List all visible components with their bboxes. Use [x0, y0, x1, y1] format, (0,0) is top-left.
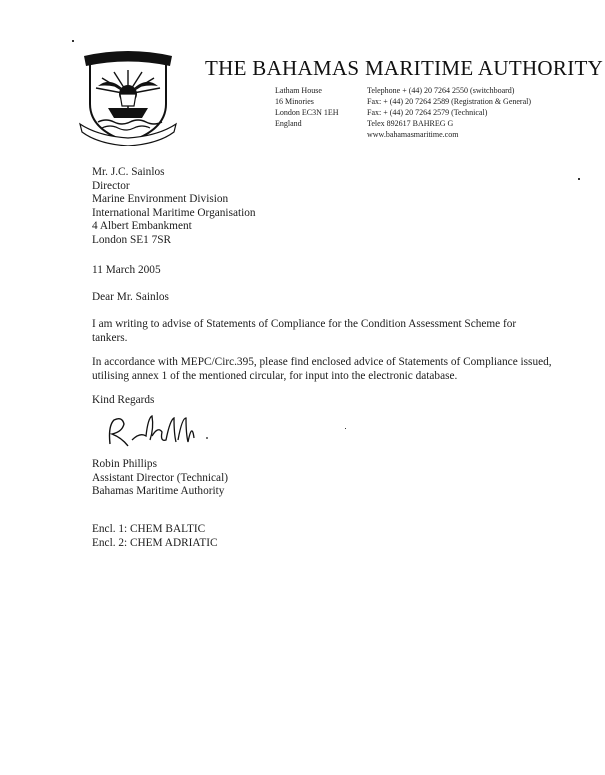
organization-title: THE BAHAMAS MARITIME AUTHORITY	[205, 56, 604, 80]
address-line: 16 Minories	[275, 97, 314, 106]
body-paragraph-2	[92, 356, 552, 383]
signatory-organisation: Bahamas Maritime Authority	[92, 485, 225, 498]
recipient-division: Marine Environment Division	[92, 193, 229, 206]
recipient-street: 4 Albert Embankment	[92, 220, 192, 233]
recipient-organisation: International Maritime Organisation	[92, 206, 256, 219]
fax-technical-line: Fax: + (44) 20 7264 2579 (Technical)	[367, 108, 488, 117]
address-line: Latham House	[275, 86, 322, 95]
scan-speck	[345, 428, 346, 429]
signatory-name: Robin Phillips	[92, 458, 157, 470]
telex-line: Telex 892617 BAHREG G	[367, 119, 454, 128]
enclosure-item: Encl. 1: CHEM BALTIC	[92, 523, 206, 535]
body-paragraph-1	[92, 318, 516, 345]
fax-general-line: Fax: + (44) 20 7264 2589 (Registration & General)	[367, 97, 532, 106]
recipient-city: London SE1 7SR	[92, 233, 172, 246]
letter-date: 11 March 2005	[92, 264, 161, 276]
address-line: England	[275, 119, 302, 128]
salutation: Dear Mr. Sainlos	[92, 291, 169, 303]
address-line: London EC3N 1EH	[275, 108, 339, 117]
enclosures-block	[92, 523, 218, 550]
recipient-name: Mr. J.C. Sainlos	[92, 166, 165, 178]
website-link[interactable]: www.bahamasmaritime.com	[367, 130, 459, 139]
handwritten-signature	[100, 412, 215, 459]
body-line: tankers.	[92, 331, 128, 344]
telephone-line: Telephone + (44) 20 7264 2550 (switchboard)	[367, 86, 515, 95]
recipient-title: Director	[92, 179, 130, 192]
body-line: I am writing to advise of Statements of Compliance for the Condition Assessment Scheme for	[92, 318, 517, 330]
maritime-authority-crest	[78, 46, 178, 151]
scan-speck	[578, 178, 580, 180]
closing: Kind Regards	[92, 394, 155, 406]
address-block	[275, 85, 339, 129]
body-line: utilising annex 1 of the mentioned circular, for input into the electronic database.	[92, 369, 458, 382]
enclosure-item: Encl. 2: CHEM ADRIATIC	[92, 536, 218, 549]
scan-speck	[72, 40, 74, 42]
signatory-title: Assistant Director (Technical)	[92, 471, 228, 484]
body-line: In accordance with MEPC/Circ.395, please find enclosed advice of Statements of Compliance issued,	[92, 356, 552, 368]
signatory-block	[92, 458, 228, 499]
contact-block	[367, 85, 531, 140]
recipient-block	[92, 166, 256, 248]
